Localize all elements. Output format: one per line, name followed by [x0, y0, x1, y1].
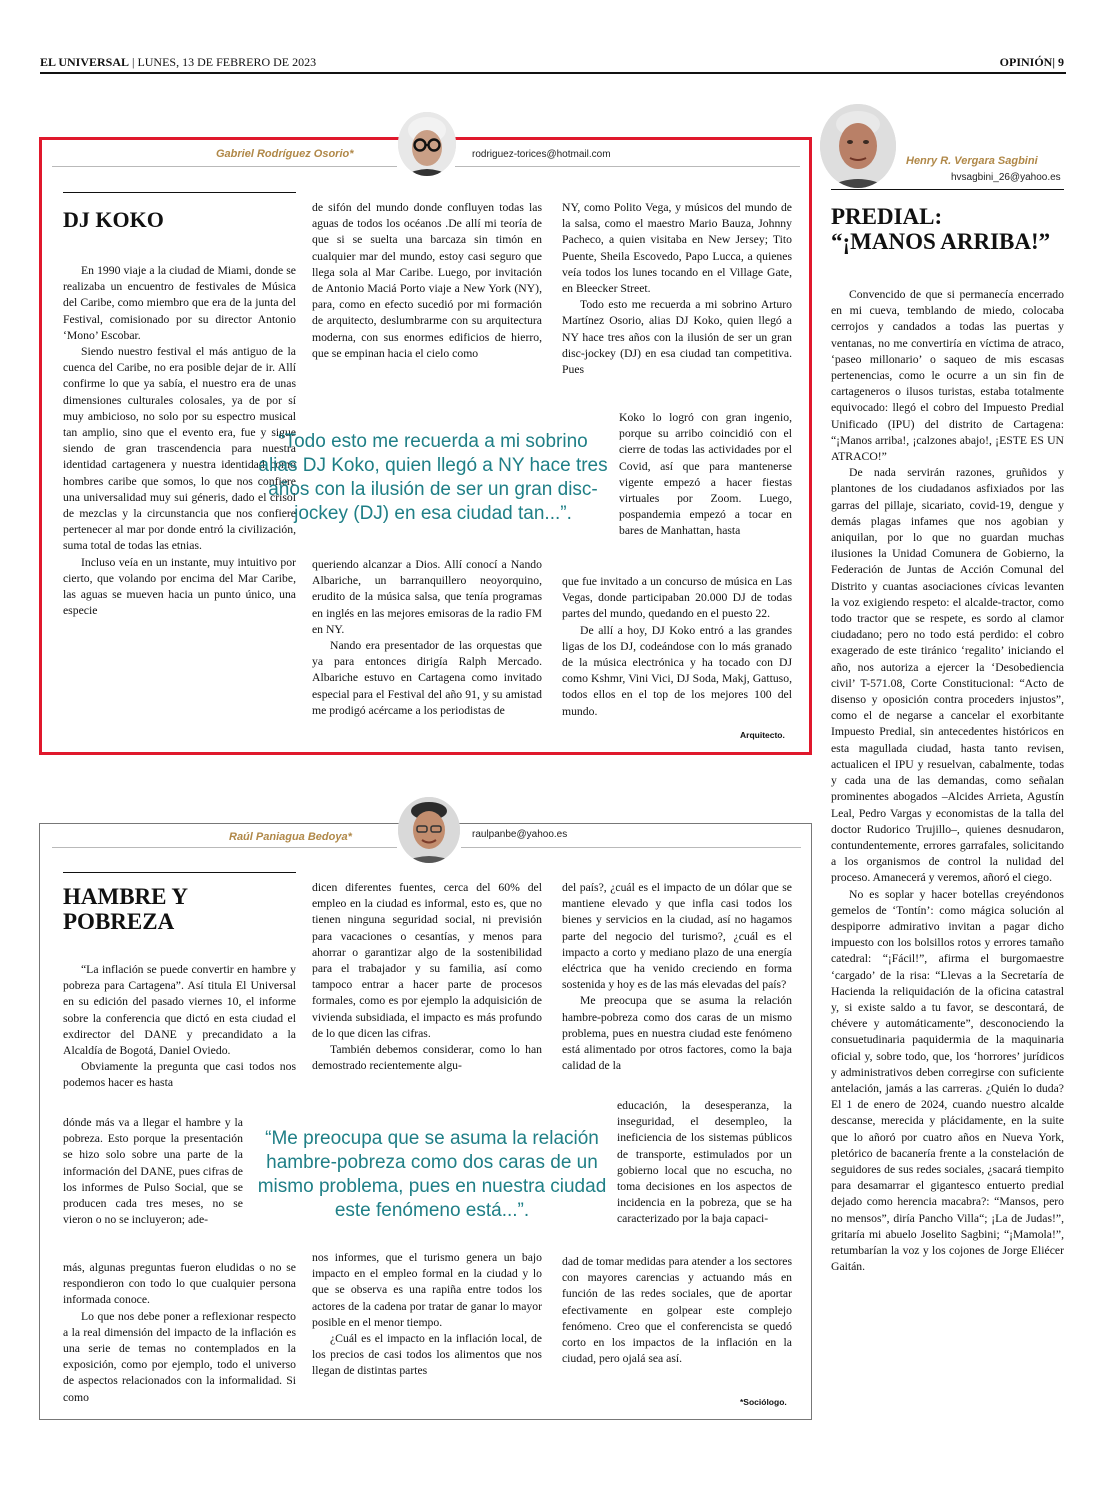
article2-column-2-top — [312, 880, 542, 1074]
paragraph: educación, la desesperanza, la inseguridad, el desempleo, la ineficiencia de los sistemas públicos de transporte, estimulados por un gobierno local que no escucha, no toma decisiones en los aspectos de incidencia en la pobreza, que se ha caracterizado por la baja capaci- — [617, 1099, 792, 1226]
newspaper-name: EL UNIVERSAL — [40, 55, 130, 69]
author-photo — [820, 104, 896, 188]
paragraph: NY, como Polito Vega, y músicos del mundo de la salsa, como el maestro Mario Bauza, Johnny Pacheco, a quien visitaba en New Jersey; Tito Puente, Sheila Escovedo, Papo Lucca, a quienes veía todos los lunes tocando en el Village Gate, en Bleecker Street. — [562, 201, 792, 296]
article1-column-2-top — [312, 200, 542, 362]
paragraph: Me preocupa que se asuma la relación hambre-pobreza como dos caras de un mismo problema, pues en nuestra ciudad este fenómeno está alimentado por otros factores, como la baja calidad de la — [562, 994, 792, 1073]
paragraph: de sifón del mundo donde confluyen todas las aguas de todos los océanos .De allí mi teoría de que si se suelta una barcaza sin timón en cualquier mar del mundo, estoy casi seguro que llega sola al Mar Caribe. Luego, por invitación de Antonio Maciá Porto viaje a New York (NY), para, como en efecto sucedió por mi formación de arquitecto, deslumbrarme con su arquitectura moderna, con sus enormes edificios de hierro, que se empinan hacia el cielo como — [312, 201, 542, 360]
article2-column-1-bottom — [63, 1260, 296, 1406]
article-title — [831, 204, 1050, 254]
byline-rule-right — [461, 847, 801, 848]
paragraph: nos informes, que el turismo genera un bajo impacto en el empleo formal en la ciudad y lo que se observa es una rapiña entre todos los actores de la cadena por tratar de ganar lo mayor posible en el menor tiempo. — [312, 1251, 542, 1329]
paragraph: No es soplar y hacer botellas creyéndonos gemelos de ‘Tontín’: como mágica solución al despiporre admirativo invitan a pagar dicho impuesto con los bolsillos rotos y errores tamaño catedral: “¡Fácil!”, afirma el burgomaestre ‘cargado’ de la risa: “Llevas a la Secretaría de Hacienda la reliquidación de la oficina catastral y, si existe saldo a tu favor, se descontará, de chévere y automáticamente”, desconociendo la consuetudinaria paquidermia de la maquinaria oficial y, sobre todo, que, los ‘horrores’ jurídicos y administrativos deben corregirse con suficiente antelación, jamás a las carreras. ¿Quién lo duda? El 1 de enero de 2024, cuando nuestro alcalde descanse, merecida y plácidamente, en la suite que lo añoró por cuatro años en Nueva York, pletórico de bacanería frente a la constelación de seguidores de sus redes sociales, ¿sacará tiempito para desamarrar el gigantesco entuerto predial dejado como herencia macabra?: “Mansos, pero no mensos”, diría Pancho Villa“; ¡La de Judas!”, gritaría mi abuelo Joselito Sagbini; “¡Mamola!”, retumbarían la voz y los cojones de Jorge Eliécer Gaitán. — [831, 887, 1064, 1274]
paragraph: dicen diferentes fuentes, cerca del 60% del empleo en la ciudad es informal, esto es, que no tienen ninguna seguridad social, ni previsión para vacaciones o cesantías, y menos para ahorrar o garantizar algo de la sostenibilidad para el trabajador y su familia, así como tampoco entrar a hacer parte de procesos formales, como es por ejemplo la adquisición de vivienda subsidiada, el impacto es más profundo de lo que dicen las cifras. — [312, 881, 542, 1040]
author-name: Henry R. Vergara Sagbini — [906, 155, 1038, 167]
headline-rule — [831, 189, 1064, 190]
article2-column-3-top — [562, 880, 792, 1074]
author-email[interactable]: hvsagbini_26@yahoo.es — [951, 172, 1061, 183]
article2-column-3-bottom — [562, 1254, 792, 1367]
author-profession: *Sociólogo. — [740, 1397, 787, 1407]
paragraph: más, algunas preguntas fueron eludidas o no se respondieron con todo lo que cualquier persona informada conoce. — [63, 1261, 296, 1307]
paragraph: Lo que nos debe poner a reflexionar respecto a la real dimensión del impacto de la inflación es una serie de temas no contemplados en la exposición, como por ejemplo, todo el universo de aspectos relacionados con la informalidad. Si como — [63, 1309, 296, 1404]
paragraph: De allí a hoy, DJ Koko entró a las grandes ligas de los DJ, codeándose con lo más granado de la música electrónica y ha tocado con DJ como Kshmr, Vini Vici, DJ Soda, Makj, Gattuso, todos ellos en el top de los mejores 100 del mundo. — [562, 623, 792, 718]
article1-column-3-top — [562, 200, 792, 378]
section-name: OPINIÓN — [999, 55, 1053, 69]
title-line: POBREZA — [63, 909, 175, 934]
byline-rule-right — [455, 166, 800, 167]
paragraph: En 1990 viaje a la ciudad de Miami, donde se realizaba un encuentro de festivales de Música del Caribe, como miembro que era de la junta del Festival, comisionado por su director Antonio ‘Mono’ Escobar. — [63, 264, 296, 342]
masthead-left: EL UNIVERSAL | LUNES, 13 DE FEBRERO DE 2023 — [40, 55, 317, 69]
title-line: “¡MANOS ARRIBA!” — [831, 229, 1051, 254]
paragraph: queriendo alcanzar a Dios. Allí conocí a Nando Albariche, un barranquillero neoyorquino, erudito de la música salsa, que tenía programas en inglés en las mejores emisoras de la radio FM en NY. — [312, 558, 542, 636]
page-number: 9 — [1058, 55, 1064, 69]
paragraph: Nando era presentador de las orquestas que ya para entonces dirigía Ralph Mercado. Albariche estuvo en Cartagena como invitado especial para el Festival del año 91, y su amistad me prodigó acércame a los periodistas de — [312, 639, 542, 717]
paragraph: Koko lo logró con gran ingenio, porque su arribo coincidió con el cierre de todas las actividades por el Covid, así que para mantenerse vigente empezó a hacer fiestas virtuales por Zoom. Luego, pospandemia empezó a tocar en bares de Manhattan, hasta — [619, 411, 792, 538]
author-name: Gabriel Rodríguez Osorio* — [216, 148, 354, 160]
author-email[interactable]: raulpanbe@yahoo.es — [472, 829, 568, 840]
article1-column-3-bottom — [562, 574, 792, 720]
masthead-right: OPINIÓN| 9 — [999, 55, 1064, 69]
headline-rule — [63, 192, 296, 193]
article2-column-1-top — [63, 962, 296, 1092]
paragraph: que fue invitado a un concurso de música en Las Vegas, donde participaban 20.000 DJ de todas partes del mundo, quedando en el puesto 22. — [562, 575, 792, 621]
paragraph: De nada servirán razones, gruñidos y plantones de los ciudadanos asfixiados por las garras del pillaje, sicariato, covid-19, dengue y demás plagas infames que nos agobian y aniquilan, por lo que no guardan muchas ilusiones la Unidad Comunera de Gobierno, la Federación de Juntas de Acción Comunal del Distrito y cuantas asociaciones cívicas levanten la voz exigiendo respeto: el alcalde-tractor, como todo tractor que se respete, es sordo al clamor ciudadano; pero no todo está perdido: el cobro exagerado de este tiránico ‘regalito’ iniciando el año, nos autoriza a ejercer la ‘Desobediencia civil’ T-571.08, Corte Constitucional: “Acto de disenso y oposición contra proceders injustos”, como el de negarse a cancelar el exorbitante Impuesto Predial, sin antecedentes históricos en esta magullada ciudad, hasta tanto revisen, actualicen el IPU y resuelvan, cabalmente, todas y cada una de las demandas, como señalan prominentes abogados –Alcides Arrieta, Agustín Leal, Pedro Vargas y economistas de la talla del doctor Rudorico Trujillo–, quienes desnudaron, contundentemente, errores garrafales, solicitando a los organismos de control la nulidad del proceso. Amanecerá y veremos, añoró el ciego. — [831, 466, 1064, 885]
byline-rule-left — [52, 166, 397, 167]
title-line: PREDIAL: — [831, 204, 943, 229]
paragraph: dónde más va a llegar el hambre y la pobreza. Esto porque la presentación se hizo solo sobre una parte de la información del DANE, pues cifras de los informes de Pulso Social, que se producen cada tres meses, no se vieron o no se incluyeron; ade- — [63, 1116, 243, 1227]
byline-rule-left — [52, 847, 397, 848]
author-photo — [398, 797, 460, 863]
article1-column-3-middle — [619, 410, 792, 540]
headline-rule — [63, 872, 296, 873]
article-title — [63, 884, 188, 934]
pull-quote: “Todo esto me recuerda a mi sobrino alias DJ Koko, quien llegó a NY hace tres años con la ilusión de ser un gran disc-jockey (DJ) en esa ciudad tan...”. — [258, 431, 608, 524]
paragraph: ¿Cuál es el impacto en la inflación local, de los precios de casi todos los alimentos que nos llegan de distintas partes — [312, 1332, 542, 1378]
paragraph: Convencido de que si permanecía encerrado en mi cueva, temblando de miedo, colocaba cerrojos y candados a todas las puertas y ventanas, no me convertiría en víctima de atraco, ‘paseo millonario’ o saqueo de mis escasas pertenencias, como le ocurre a un sin fin de cartageneros o ilusos turistas, estaba totalmente equivocado: llegó el cobro del Impuesto Predial Unificado (IPU) del distrito de Cartagena: “¡Manos arriba!, ¡calzones abajo!, ¡ESTE ES UN ATRACO!” — [831, 288, 1064, 464]
paragraph: También debemos considerar, como lo han demostrado recientemente algu- — [312, 1043, 542, 1073]
pull-quote: “Me preocupa que se asuma la relación hambre-pobreza como dos caras de un mismo problema, pues en nuestra ciudad este fenómeno está...”. — [257, 1128, 607, 1221]
author-photo — [398, 112, 456, 176]
paragraph: Obviamente la pregunta que casi todos nos podemos hacer es hasta — [63, 1060, 296, 1090]
article3-column — [831, 287, 1064, 1275]
article2-column-2-bottom — [312, 1250, 542, 1380]
author-name: Raúl Paniagua Bedoya* — [229, 831, 352, 843]
author-profession: Arquitecto. — [740, 730, 785, 740]
article-title: DJ KOKO — [63, 207, 164, 232]
issue-date: LUNES, 13 DE FEBRERO DE 2023 — [137, 55, 317, 69]
author-email[interactable]: rodriguez-torices@hotmail.com — [472, 149, 611, 160]
article2-column-3-middle — [617, 1098, 792, 1228]
article1-column-2-bottom — [312, 557, 542, 719]
title-line: HAMBRE Y — [63, 884, 189, 909]
paragraph: dad de tomar medidas para atender a los sectores con mayores carencias y actuando más en función de las redes sociales, que de aportar efectivamente en golpear este complejo fenómeno. Creo que el conferencista se quedó corto en los impactos de la inflación en la ciudad, pero ojalá sea así. — [562, 1255, 792, 1366]
masthead-rule — [40, 72, 1066, 74]
paragraph: Incluso veía en un instante, muy intuitivo por cierto, que volando por encima del Mar Caribe, las aguas se mueven hacia un punto único, una especie — [63, 555, 296, 618]
paragraph: Siendo nuestro festival el más antiguo de la cuenca del Caribe, no era posible dejar de ir. Allí confirme lo que ya sabía, el nuestro era de unas dimensiones culturales colosales, ya de por sí muy ambicioso, no solo por su espectro musical tan amplio, sino que el evento era, fue y sigue siendo de gran trascendencia para nuestra identidad cartagenera y nuestra identidad como hombres caribe que somos, lo que nos confiere una universalidad muy sui géneris, dado el crisol de mezclas y la circunstancia que nos confiere pertenecer al mar por donde entró la civilización, suma total de todas las etnias. — [63, 345, 296, 553]
paragraph: Todo esto me recuerda a mi sobrino Arturo Martínez Osorio, alias DJ Koko, quien llegó a NY hace tres años con la ilusión de ser un gran disc-jockey (DJ) en esa ciudad tan competitiva. Pues — [562, 298, 792, 377]
paragraph: del país?, ¿cuál es el impacto de un dólar que se mantiene elevado y que infla casi todos los bienes y servicios en la ciudad, así no hagamos parte del negocio del turismo?, ¿cuál es el impacto a corto y mediano plazo de una energía eléctrica que ha venido creciendo en forma sostenida y hoy es de las más elevadas del país? — [562, 881, 792, 992]
paragraph: “La inflación se puede convertir en hambre y pobreza para Cartagena”. Así titula El Universal en su edición del pasado viernes 10, el informe sobre la conferencia que dictó en esta ciudad el exdirector del DANE y precandidato a la Alcaldía de Bogotá, Daniel Oviedo. — [63, 963, 296, 1058]
article2-column-1-middle — [63, 1115, 243, 1228]
